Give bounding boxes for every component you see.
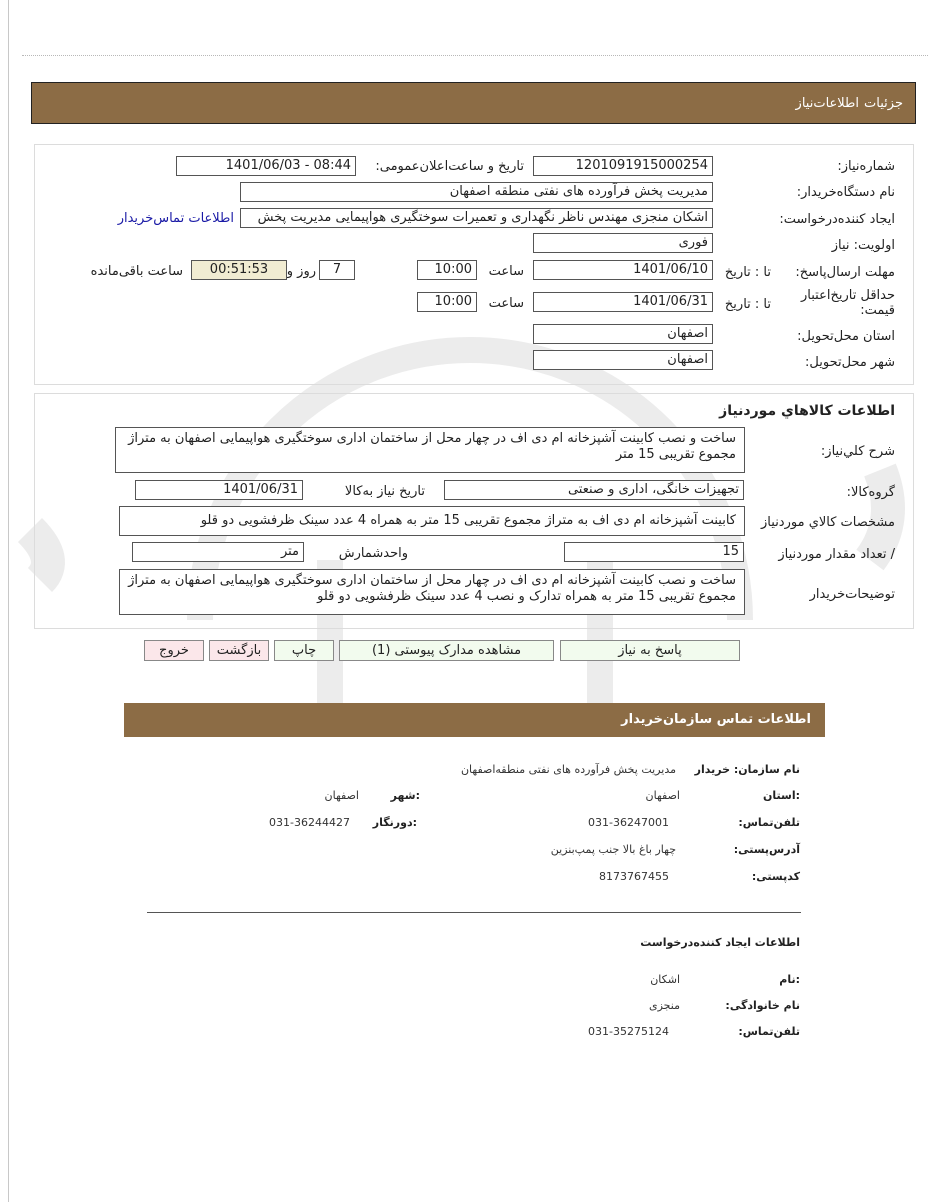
creator-phone-value: 031-35275124 (588, 1025, 669, 1038)
contact-city-label: :شهر (390, 789, 420, 802)
contact-postal-label: کد‌پستی: (751, 870, 800, 883)
validity-label: حداقل تاریخ‌اعتبار قیمت: (801, 288, 895, 318)
contact-org-label: نام سازمان: خریدار (694, 763, 800, 776)
contact-phone-label: تلفن‌تماس: (738, 816, 800, 829)
contact-org-value: مدیریت پخش فرآورده های نفتی منطقه‌اصفهان (460, 763, 676, 776)
goods-need-date-label: تاریخ نیاز به‌کالا (344, 484, 425, 499)
contact-address-label: آدرس‌پستی: (733, 843, 800, 856)
creator-phone-label: تلفن‌تماس: (738, 1025, 800, 1038)
priority-label: اولویت: نیاز (831, 238, 895, 253)
buyer-contact-link[interactable]: اطلاعات تماس‌خریدار (117, 211, 234, 226)
contact-city-value: اصفهان (324, 789, 359, 802)
top-dotted-divider (22, 55, 928, 56)
contact-province-value: اصفهان (645, 789, 680, 802)
print-button[interactable]: چاپ (274, 640, 334, 661)
city-label: شهر محل‌تحویل: (805, 355, 895, 370)
remaining-label: ساعت باقی‌مانده (90, 264, 183, 279)
contact-fax-value: 031-36244427 (269, 816, 350, 829)
section-divider (147, 912, 801, 913)
contact-fax-label: :دورنگار (372, 816, 417, 829)
goods-need-date-field: 1401/06/31 (135, 480, 303, 500)
goods-desc-field: ساخت و نصب کابینت آشپزخانه ام دی اف در چهار محل از ساختمان اداری سوختگیری هواپیمایی اصفهان به متراژ مجموع تقریبی 15 متر (115, 427, 745, 473)
goods-section-title: اطلاعات کالاهاي موردنياز (719, 403, 895, 419)
goods-group-field: تجهیزات خانگی، اداری و صنعتی (444, 480, 744, 500)
city-field: اصفهان (533, 350, 713, 370)
days-field: 7 (319, 260, 355, 280)
priority-field: فوری (533, 233, 713, 253)
buyer-org-field: مدیریت پخش فرآورده های نفتی منطقه اصفهان (240, 182, 713, 202)
need-number-label: شماره‌نیاز: (837, 159, 895, 174)
reply-time-field: 10:00 (417, 260, 477, 280)
days-label: روز و (286, 264, 316, 279)
reply-button[interactable]: پاسخ به نیاز (560, 640, 740, 661)
buyer-notes-label: توضیحات‌خریدار (809, 587, 895, 602)
announce-field: 1401/06/03 - 08:44 (176, 156, 356, 176)
reply-date-field: 1401/06/10 (533, 260, 713, 280)
creator-info-title: اطلاعات ایجاد کننده‌درخواست (640, 936, 800, 949)
validity-time-field: 10:00 (417, 292, 477, 312)
province-field: اصفهان (533, 324, 713, 344)
creator-label: ایجاد کننده‌درخواست: (779, 212, 895, 227)
back-button[interactable]: بازگشت (209, 640, 269, 661)
left-border-line (8, 0, 9, 1202)
tab-details[interactable]: جزئیات (864, 96, 903, 111)
contact-postal-value: 8173767455 (599, 870, 669, 883)
goods-desc-label: شرح کلي‌نياز: (820, 444, 895, 459)
buyer-contact-title: اطلاعات تماس سازمان‌خریدار (621, 712, 811, 727)
province-label: استان محل‌تحویل: (797, 329, 895, 344)
goods-spec-label: مشخصات کالاي مورد‌نياز (761, 515, 895, 530)
tab-need-info[interactable]: اطلاعات‌نیاز (795, 96, 859, 111)
goods-qty-label: / تعداد مقدار مورد‌نیاز (778, 547, 895, 562)
creator-family-label: نام خانوادگی: (725, 999, 800, 1012)
buyer-org-label: نام دستگاه‌خریدار: (796, 185, 895, 200)
contact-address-value: چهار باغ بالا جنب پمپ‌بنزین (550, 843, 676, 856)
validity-date-field: 1401/06/31 (533, 292, 713, 312)
reply-to-date-label: تا : تاریخ (724, 265, 771, 280)
remaining-time-field: 00:51:53 (191, 260, 287, 280)
reply-time-label: ساعت (488, 264, 524, 279)
page-header-bar (31, 82, 916, 124)
creator-family-value: منجزی (649, 999, 680, 1012)
validity-time-label: ساعت (488, 296, 524, 311)
attachments-button[interactable]: مشاهده مدارک پیوستی (1) (339, 640, 554, 661)
need-number-field: 1201091915000254 (533, 156, 713, 176)
announce-label: تاریخ و ساعت‌اعلان‌عمومی: (375, 159, 524, 174)
creator-name-value: اشکان (650, 973, 680, 986)
creator-name-label: :نام (779, 973, 800, 986)
goods-group-label: گروه‌کالا: (846, 485, 895, 500)
buyer-notes-field: ساخت و نصب کابینت آشپزخانه ام دی اف در چهار محل از ساختمان اداری سوختگیری هواپیمایی اصفهان به متراژ مجموع تقریبی 15 متر به همراه تدارک و نصب 4 عدد سینک ظرفشویی دو قلو (119, 569, 745, 615)
goods-unit-field: متر (132, 542, 304, 562)
buyer-contact-bar (124, 703, 825, 737)
goods-qty-field: 15 (564, 542, 744, 562)
goods-unit-label: واحد‌شمارش (338, 546, 408, 561)
contact-phone-value: 031-36247001 (588, 816, 669, 829)
exit-button[interactable]: خروج (144, 640, 204, 661)
validity-to-date-label: تا : تاریخ (724, 297, 771, 312)
contact-province-label: :استان (763, 789, 800, 802)
creator-field: اشکان منجزی مهندس ناظر نگهداری و تعمیرات سوختگیری هواپیمایی مدیریت پخش (240, 208, 713, 228)
reply-deadline-label: مهلت ارسال‌پاسخ: (795, 265, 895, 280)
goods-spec-field: کابینت آشپزخانه ام دی اف به متراژ مجموع تقریبی 15 متر به همراه 4 عدد سینک ظرفشویی دو قلو (119, 506, 745, 536)
